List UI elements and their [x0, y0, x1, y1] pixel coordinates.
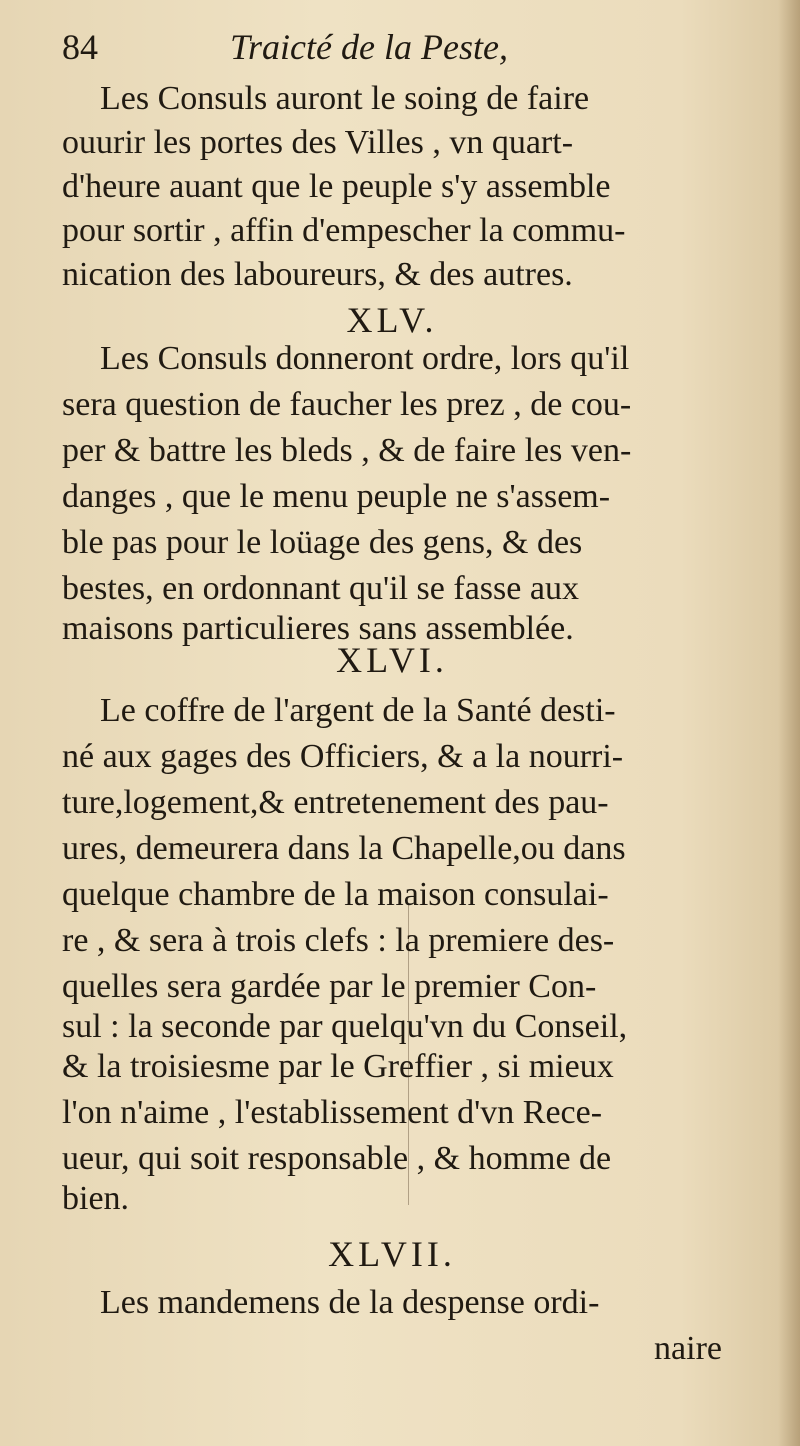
text-line: re , & sera à trois clefs : la premiere des-: [62, 922, 615, 959]
text-line: bestes, en ordonnant qu'il se fasse aux: [62, 570, 579, 607]
text-line: danges , que le menu peuple ne s'assem-: [62, 478, 611, 515]
text-line: Le coffre de l'argent de la Santé desti-: [100, 692, 616, 729]
section-heading: XLVII.: [328, 1234, 456, 1274]
text-line: Les Consuls donneront ordre, lors qu'il: [100, 340, 630, 377]
text-line: né aux gages des Officiers, & a la nourri-: [62, 738, 624, 775]
text-line: sul : la seconde par quelqu'vn du Conseil,: [62, 1008, 628, 1045]
text-line: pour sortir , affin d'empescher la commu-: [62, 212, 626, 249]
section-heading: XLVI.: [336, 640, 448, 680]
text-line: Les mandemens de la despense ordi-: [100, 1284, 600, 1321]
page-number: 84: [62, 27, 98, 67]
page-header: [62, 20, 742, 70]
text-line: nication des laboureurs, & des autres.: [62, 256, 573, 293]
text-line: quelque chambre de la maison consulai-: [62, 876, 609, 913]
text-line: & la troisiesme par le Greffier , si mieux: [62, 1048, 614, 1085]
text-line: ble pas pour le loüage des gens, & des: [62, 524, 583, 561]
text-line: per & battre les bleds , & de faire les ven-: [62, 432, 632, 469]
show-through-mark: [408, 905, 409, 1205]
section-heading: XLV.: [346, 300, 438, 340]
text-line: ture,logement,& entretenement des pau-: [62, 784, 609, 821]
text-line: maisons particulieres sans assemblée.: [62, 610, 574, 647]
text-line: ouurir les portes des Villes , vn quart-: [62, 124, 574, 161]
text-line: Les Consuls auront le soing de faire: [100, 80, 590, 117]
text-line: ures, demeurera dans la Chapelle,ou dans: [62, 830, 626, 867]
text-line: ueur, qui soit responsable , & homme de: [62, 1140, 612, 1177]
catchword: naire: [654, 1330, 722, 1367]
text-line: d'heure auant que le peuple s'y assemble: [62, 168, 611, 205]
running-title: Traicté de la Peste,: [230, 27, 508, 67]
text-line: bien.: [62, 1180, 130, 1217]
text-line: quelles sera gardée par le premier Con-: [62, 968, 597, 1005]
text-line: sera question de faucher les prez , de cou-: [62, 386, 632, 423]
text-line: l'on n'aime , l'establissement d'vn Rece-: [62, 1094, 603, 1131]
